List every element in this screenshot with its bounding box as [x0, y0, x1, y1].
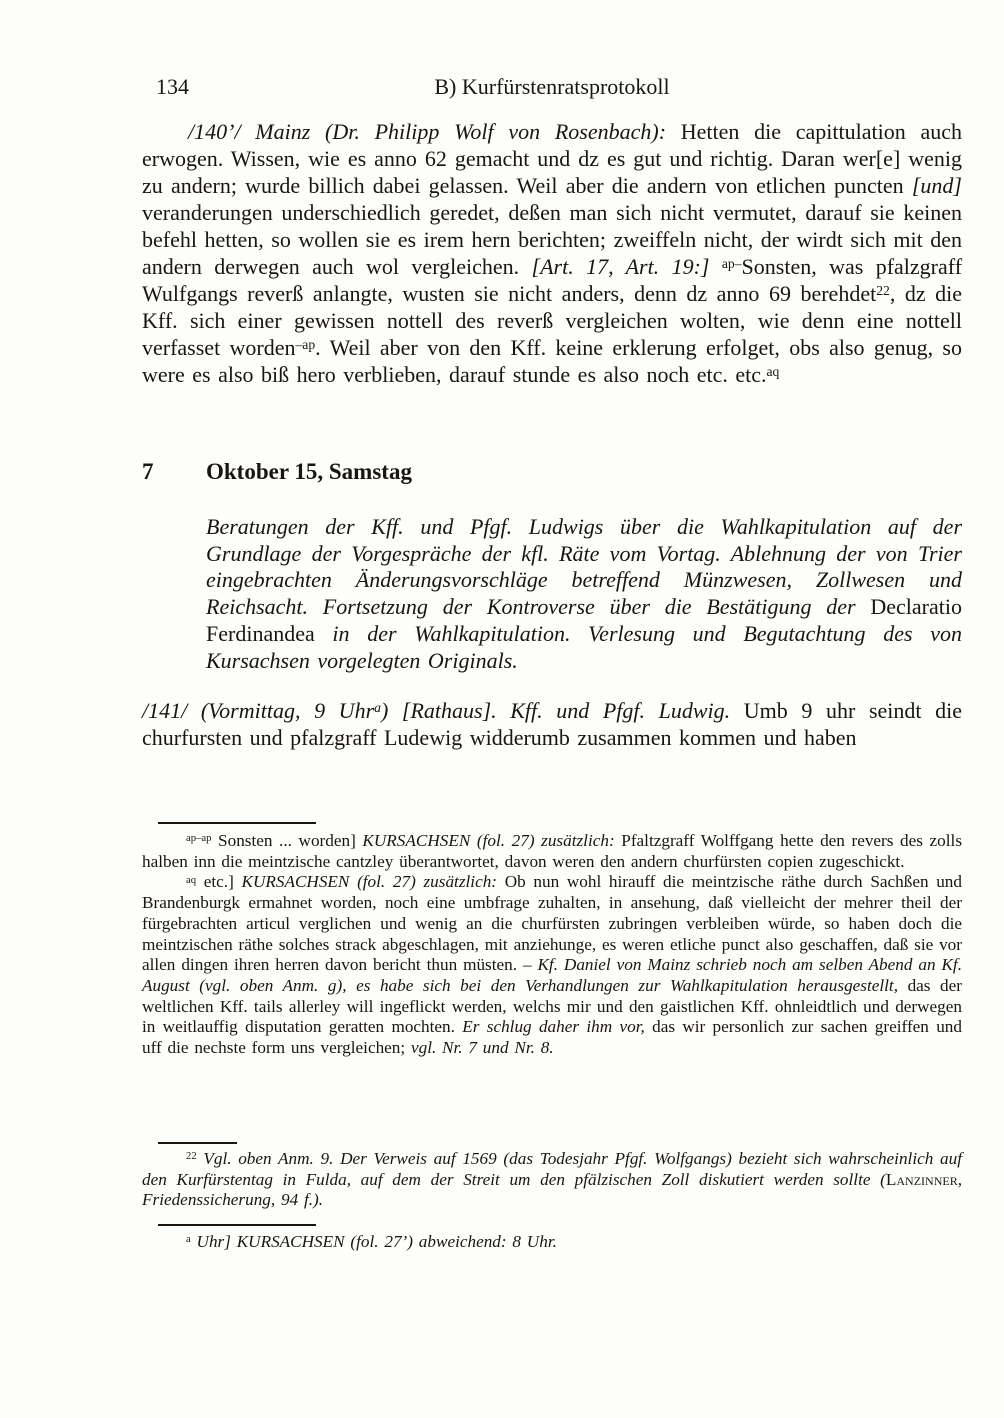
- paragraph-folio-141: /141/ (Vormittag, 9 Uhr$^a$) [Rathaus]. Kff. und Pfgf. Ludwig. Umb 9 uhr seindt die churfursten und pfalzgraff Ludewig widderumb zusammen kommen und haben: [142, 698, 962, 750]
- section-title: Oktober 15, Samstag: [206, 459, 412, 484]
- running-title: B) Kurfürstenratsprotokoll: [434, 74, 670, 99]
- footnote-aq: $^{aq}$ etc.] KURSACHSEN (fol. 27) zusätzlich: Ob nun wohl hirauff die meintzische räthe durch Sachßen und Brandenburgk ermahnet worden, noch eine umbfrage zuhalten, in ansehung, daß vielleicht der mehrer theil der fürgebrachten articul verglichen und wenig an die churfürsten zubringen verbleiben würde, so haben doch die meintzischen räthe solches strack abgeschlagen, mit anziehunge, es weren etliche punct also geschaffen, daß sie vor allen dingen ihren herren davon bericht thun müsten. – Kf. Daniel von Mainz schrieb noch am selben Abend an Kf. August (vgl. oben Anm. g), es habe sich bei den Verhandlungen zur Wahlkapitulation herausgestellt, das der weltlichen Kff. tails allerley will ingeflickt werden, welchs mir und den gaistlichen Kff. ohnleidtlich und derwegen in weitlauffig disputation geratten mochten. Er schlug daher ihm vor, das wir personlich zur sachen greiffen und uff die nechste form uns vergleichen; vgl. Nr. 7 und Nr. 8.: [142, 872, 962, 1058]
- commentary-apparatus-block: [142, 1149, 962, 1211]
- variant-apparatus-block: [142, 831, 962, 1059]
- section-heading: [142, 459, 962, 485]
- variant-apparatus-2-separator-rule: [158, 1224, 316, 1226]
- footnote-22: $^{22}$ Vgl. oben Anm. 9. Der Verweis auf 1569 (das Todesjahr Pfgf. Wolfgangs) bezieht sich wahrscheinlich auf den Kurfürstentag in Fulda, auf dem der Streit um den pfälzischen Zoll diskutiert werden sollte (Lanzinner, Friedenssicherung, 94 f.).: [142, 1149, 962, 1210]
- section-number: 7: [142, 459, 154, 484]
- variant-apparatus-separator-rule: [158, 822, 316, 824]
- footnote-ap: $^{ap-ap}$ Sonsten ... worden] KURSACHSEN (fol. 27) zusätzlich: Pfaltzgraff Wolffgang hette den revers des zolls halben inn die meintzische cantzley überantwortet, davon weren den andern churfürsten copien zugeschickt.: [142, 831, 963, 871]
- paragraph-folio-140v: /140’/ Mainz (Dr. Philipp Wolf von Rosenbach): Hetten die capittulation auch erwogen. Wissen, wie es anno 62 gemacht und dz es gut und richtig. Daran wer[e] wenig zu andern; wurde billich dabei gelassen. Weil aber die andern von etlichen puncten [und] veranderungen underschiedlich geredet, deßen man sich nicht vermutet, darauf sie keinen befehl hetten, so wollen sie es irem hern berichten; zweiffeln nicht, der wirdt sich mit den andern derwegen auch wol vergleichen. [Art. 17, Art. 19:] $^{ap-}$Sonsten, was pfalzgraff Wulfgangs reverß anlangte, wusten sie nicht anders, denn dz anno 69 berehdet$^{22}$, dz die Kff. sich einer gewissen nottell des reverß vergleichen wolten, wie denn eine nottell verfasset worden$^{-ap}$. Weil aber von den Kff. keine erklerung erfolget, obs also genug, so were es also biß hero verblieben, darauf stunde es also noch etc. etc.$^{aq}$: [142, 119, 963, 387]
- commentary-separator-rule: [158, 1142, 237, 1144]
- page-number: 134: [156, 74, 189, 99]
- footnote-a: $^a$ Uhr] KURSACHSEN (fol. 27’) abweichend: 8 Uhr.: [186, 1232, 557, 1251]
- variant-apparatus-2-block: [142, 1232, 962, 1253]
- running-header: [142, 74, 962, 102]
- section-abstract: Beratungen der Kff. und Pfgf. Ludwigs über die Wahlkapitulation auf der Grundlage der Vorgespräche der kfl. Räte vom Vortag. Ablehnung der von Trier eingebrachten Änderungsvorschläge betreffend Münzwesen, Zollwesen und Reichsacht. Fortsetzung der Kontroverse über die Bestätigung der Declaratio Ferdinandea in der Wahlkapitulation. Verlesung und Begutachtung des von Kursachsen vorgelegten Originals.: [206, 514, 962, 673]
